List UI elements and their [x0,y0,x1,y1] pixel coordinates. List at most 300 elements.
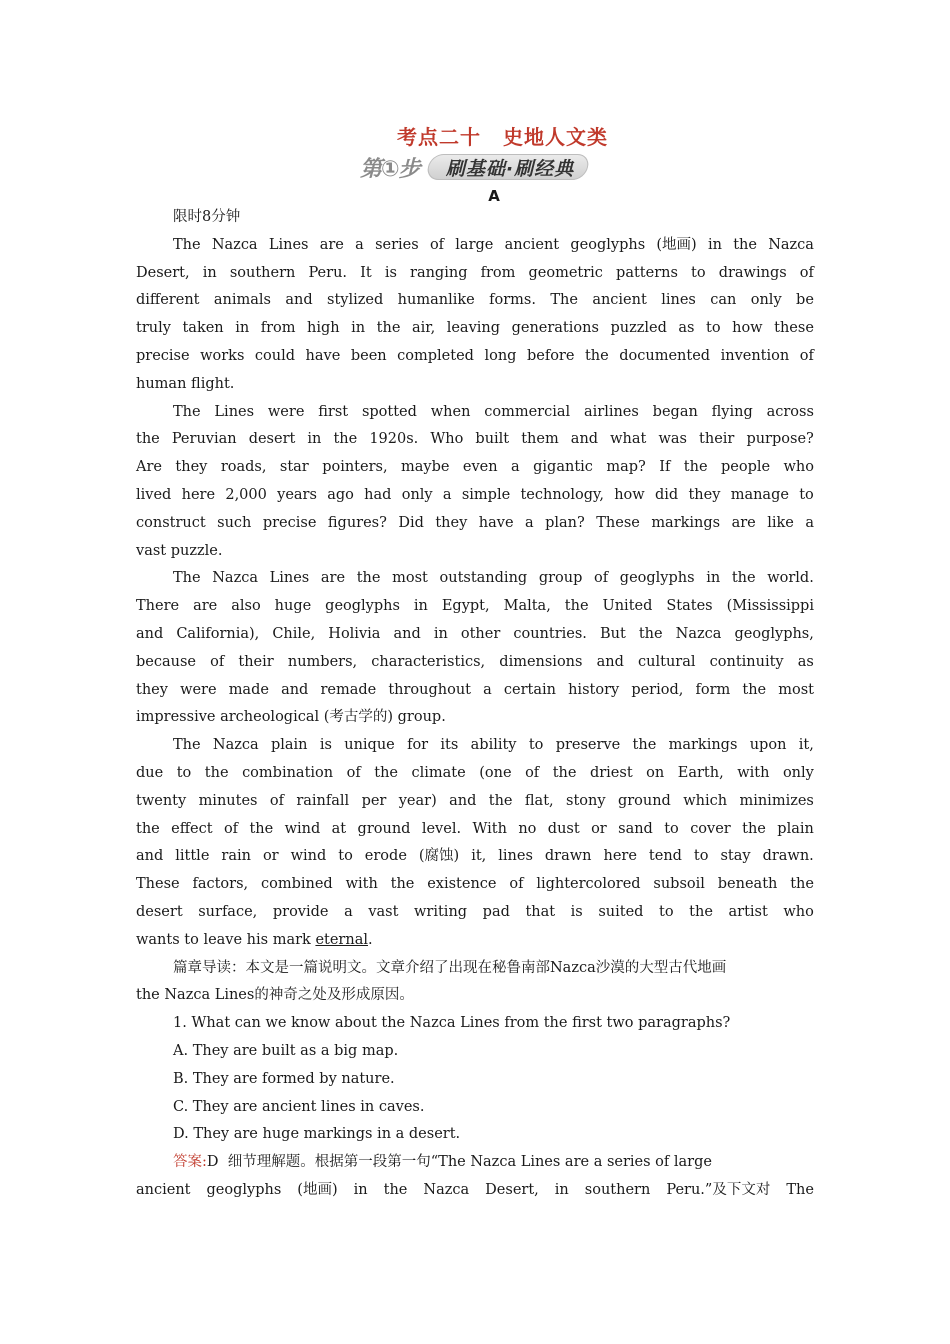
word: in [707,236,722,253]
word: a [483,681,492,698]
word: is [570,903,583,920]
word: characteristics, [371,653,486,670]
word: lines [661,292,696,309]
word: of [594,570,609,587]
word: of [799,347,814,364]
word: world. [767,570,814,587]
word: 1920s. [369,431,419,448]
word: the [638,625,663,642]
word: invention [720,347,790,364]
word: when [430,403,471,420]
word: air, [411,320,436,337]
word: southern [584,1181,651,1198]
word: Chile, [272,625,316,642]
word: to [706,320,721,337]
word: These [136,876,180,893]
word: There [136,598,180,615]
word: Desert, [485,1181,539,1198]
word: (腐蚀) [418,848,460,865]
word: ago [327,486,354,503]
word: ancient [592,292,647,309]
word: works [200,347,245,364]
word: map? [606,459,646,476]
word: on [646,764,665,781]
word: a [805,514,814,531]
word: form [695,681,731,698]
text-line [136,927,814,955]
word: their [699,431,735,448]
word: surface, [198,903,258,920]
word: vast [368,903,399,920]
word: geometric [528,264,603,281]
word: in [351,320,366,337]
word: With [472,820,507,837]
word: subsoil [653,876,705,893]
text-line: human flight. [136,375,235,392]
word: the [136,820,160,837]
word: a [442,486,452,503]
word: the [376,320,401,337]
underlined-word: eternal [315,931,368,948]
word: even [462,459,498,476]
text-line [136,287,814,315]
word: in [307,431,322,448]
word: the [383,1181,408,1198]
word: most [392,570,428,587]
word: star [279,459,309,476]
word: geoglyphs [206,1181,282,1198]
guide-line: 篇章导读：本文是一篇说明文。文章介绍了出现在秘鲁南部Nazca沙漠的大型古代地画 [173,959,727,976]
word: who [783,903,814,920]
word: from [260,320,296,337]
word: the [390,876,415,893]
word: only [750,292,782,309]
word: the [374,764,398,781]
word: from [480,264,516,281]
word: are [193,598,218,615]
word: Who [430,431,464,448]
answer-line [136,1177,814,1205]
title-topic-number: 考点二十 [397,125,481,149]
word: Nazca [675,625,722,642]
word: in [554,1181,569,1198]
word: who [783,459,814,476]
word: purpose? [746,431,814,448]
word: people [720,459,771,476]
word: in [433,625,448,642]
text-line [136,454,814,482]
word: the [742,681,767,698]
word: the [733,236,757,253]
word: geoglyphs [619,570,695,587]
word: what [610,431,647,448]
word: Nazca [212,737,259,754]
word: unique [344,737,395,754]
text-line [136,621,814,649]
step-subtitle-pill [425,154,591,180]
option-c: C. They are ancient lines in caves. [173,1098,425,1115]
text-line [136,232,814,260]
word: before [526,347,575,364]
answer-block [136,1149,814,1205]
word: could [254,347,296,364]
word: of [210,653,225,670]
word: history [568,681,620,698]
word: due [136,764,164,781]
text-line [136,510,814,538]
word: animals [213,292,271,309]
word: lived [136,486,172,503]
word: The [173,570,201,587]
word: the [204,764,229,781]
word: drawings [718,264,787,281]
word: Peruvian [171,431,237,448]
word: they [175,459,208,476]
text-line [136,315,814,343]
option-b: B. They are formed by nature. [173,1070,395,1087]
word: and [281,681,309,698]
text-line [136,343,814,371]
word: Peru. [308,264,348,281]
word: like [767,514,794,531]
word: plain [270,737,308,754]
word: of [525,764,540,781]
word: were [180,681,217,698]
word: These [596,514,640,531]
word: California), [176,625,260,642]
word: such [217,514,252,531]
chapter-guide [136,955,814,1011]
word: Nazca [211,236,258,253]
text-segment: wants to leave his mark [136,931,316,948]
word: in [235,320,250,337]
word: and [285,292,313,309]
word: wind [290,848,327,865]
word: geoglyphs, [734,625,814,642]
word: can [710,292,737,309]
text-line [136,843,814,871]
word: a [524,514,534,531]
word: existence [427,876,497,893]
word: The [173,403,201,420]
word: were [267,403,305,420]
answer-explanation: D 细节理解题。根据第一段第一句“The Nazca Lines are a series of large [206,1154,712,1171]
word: year) [398,792,437,809]
word: driest [589,764,633,781]
text-line [136,399,814,427]
word: the [731,570,756,587]
word: little [175,848,210,865]
text-line [136,482,814,510]
word: leaving [446,320,501,337]
word: or [591,820,607,837]
word: simple [461,486,511,503]
word: gigantic [533,459,593,476]
step-banner [360,151,588,183]
word: numbers, [287,653,358,670]
word: made [228,681,269,698]
word: climate [411,764,466,781]
answer-line [136,1149,814,1177]
word: per [361,792,387,809]
word: (Mississippi [726,598,814,615]
word: to [176,764,192,781]
word: different [136,292,200,309]
word: which [683,792,728,809]
word: plan? [545,514,585,531]
word: the [584,347,609,364]
word: generations [511,320,599,337]
word: Peru.”及下文对 [666,1181,771,1198]
word: certain [503,681,556,698]
word: sand [618,820,653,837]
word: built [475,431,510,448]
word: pointers, [322,459,388,476]
word: and [596,653,624,670]
word: the [632,737,657,754]
word: the [564,598,589,615]
word: completed [397,347,474,364]
word: beneath [717,876,778,893]
word: how [732,320,763,337]
word: the [552,764,577,781]
word: the [683,459,708,476]
word: the [249,820,274,837]
word: the [136,431,160,448]
word: across [766,403,814,420]
word: be [796,292,814,309]
word: Nazca [423,1181,470,1198]
word: it, [798,737,814,754]
word: to [338,848,353,865]
word: drawn. [762,848,814,865]
word: ancient [504,236,560,253]
word: upon [749,737,787,754]
word: Did [398,514,424,531]
word: artist [728,903,768,920]
paragraph-1 [136,232,814,399]
word: rainfall [296,792,350,809]
word: preserve [555,737,621,754]
text-line [136,788,814,816]
word: dust [547,820,580,837]
word: provide [272,903,329,920]
word: also [231,598,261,615]
word: Lines [214,403,255,420]
word: continuity [709,653,784,670]
word: first [318,403,349,420]
word: ground [617,792,671,809]
word: geoglyphs [325,598,400,615]
paragraph-2 [136,399,814,566]
word: a [344,903,353,920]
text-line [136,871,814,899]
text-line [136,732,814,760]
word: or [262,848,279,865]
word: geoglyphs [570,236,646,253]
word: large [455,236,494,253]
word: If [659,459,671,476]
word: series [375,236,419,253]
word: Malta, [503,598,551,615]
word: of [799,264,814,281]
word: tend [648,848,682,865]
word: 2,000 [225,486,267,503]
word: The [550,292,578,309]
word: had [364,486,392,503]
word: and [449,792,477,809]
word: began [652,403,698,420]
word: with [345,876,378,893]
title-topic-name: 史地人文类 [503,125,608,149]
text-line [136,899,814,927]
word: outstanding [439,570,528,587]
word: here [603,848,637,865]
text-line [136,677,814,705]
word: cultural [638,653,696,670]
word: they [435,514,468,531]
word: high [307,320,340,337]
word: the [742,820,766,837]
word: most [778,681,814,698]
word: Earth, [677,764,724,781]
word: documented [619,347,711,364]
word: precise [262,514,317,531]
word: to [528,737,544,754]
word: The [786,1181,814,1198]
page-title [0,121,950,150]
word: southern [229,264,296,281]
word: United [602,598,653,615]
text-line [136,565,814,593]
word: their [238,653,274,670]
word: the [356,570,381,587]
word: that [525,903,556,920]
text-line [136,649,814,677]
step-subtitle: 刷基础·刷经典 [445,157,574,180]
word: lines [498,848,533,865]
word: have [478,514,514,531]
word: The [173,737,201,754]
word: are [320,570,346,587]
word: ranging [410,264,468,281]
word: the [689,903,713,920]
word: is [319,737,332,754]
word: them [521,431,559,448]
word: precise [136,347,190,364]
word: was [658,431,687,448]
option-a: A. They are built as a big map. [173,1042,399,1059]
word: Holivia [328,625,381,642]
word: period, [631,681,684,698]
word: its [440,737,459,754]
word: Nazca [212,570,258,587]
word: minimizes [739,792,814,809]
word: roads, [220,459,267,476]
word: to [691,264,706,281]
time-limit: 限时8分钟 [173,209,241,225]
word: wind [284,820,321,837]
word: States [666,598,713,615]
word: commercial [484,403,571,420]
word: plain [777,820,814,837]
word: It [360,264,372,281]
word: ancient [136,1181,191,1198]
text-line [136,260,814,288]
word: lightercolored [536,876,641,893]
word: did [654,486,679,503]
paragraph-3 [136,565,814,732]
word: effect [171,820,213,837]
word: combination [242,764,334,781]
question-stem: 1. What can we know about the Nazca Lines from the first two paragraphs? [173,1015,731,1032]
word: rain [221,848,251,865]
word: ground [357,820,411,837]
word: in [413,598,428,615]
word: only [782,764,814,781]
text-line [136,426,814,454]
word: airlines [583,403,639,420]
answer-label: 答案: [173,1154,207,1171]
guide-line: the Nazca Lines的神奇之处及形成原因。 [136,987,414,1004]
word: But [599,625,626,642]
word: because [136,653,196,670]
word: of [223,820,239,837]
word: have [305,347,341,364]
word: level. [421,820,462,837]
word: no [518,820,537,837]
word: are [731,514,756,531]
word: as [797,653,814,670]
word: group [538,570,583,587]
word: Lines [268,236,309,253]
word: (地画) [656,236,697,253]
word: manage [730,486,789,503]
word: throughout [388,681,472,698]
word: drawn [544,848,592,865]
word: combined [260,876,333,893]
text-segment: . [367,931,373,948]
word: Lines [269,570,310,587]
word: only [401,486,433,503]
text-line [136,593,814,621]
word: erode [364,848,407,865]
word: long [484,347,517,364]
word: puzzled [610,320,667,337]
word: remade [320,681,377,698]
word: dimensions [499,653,583,670]
word: (地画) [297,1181,338,1198]
word: to [693,848,709,865]
word: and [570,431,599,448]
word: countries. [513,625,587,642]
word: the [488,792,513,809]
word: they [688,486,721,503]
word: they [136,681,168,698]
word: pad [482,903,510,920]
word: (one [479,764,512,781]
text-line [136,760,814,788]
word: is [384,264,397,281]
word: stylized [327,292,384,309]
word: the [790,876,814,893]
word: The [173,236,201,253]
word: years [277,486,317,503]
word: cover [690,820,731,837]
word: Nazca [768,236,814,253]
word: how [614,486,645,503]
word: flying [711,403,753,420]
